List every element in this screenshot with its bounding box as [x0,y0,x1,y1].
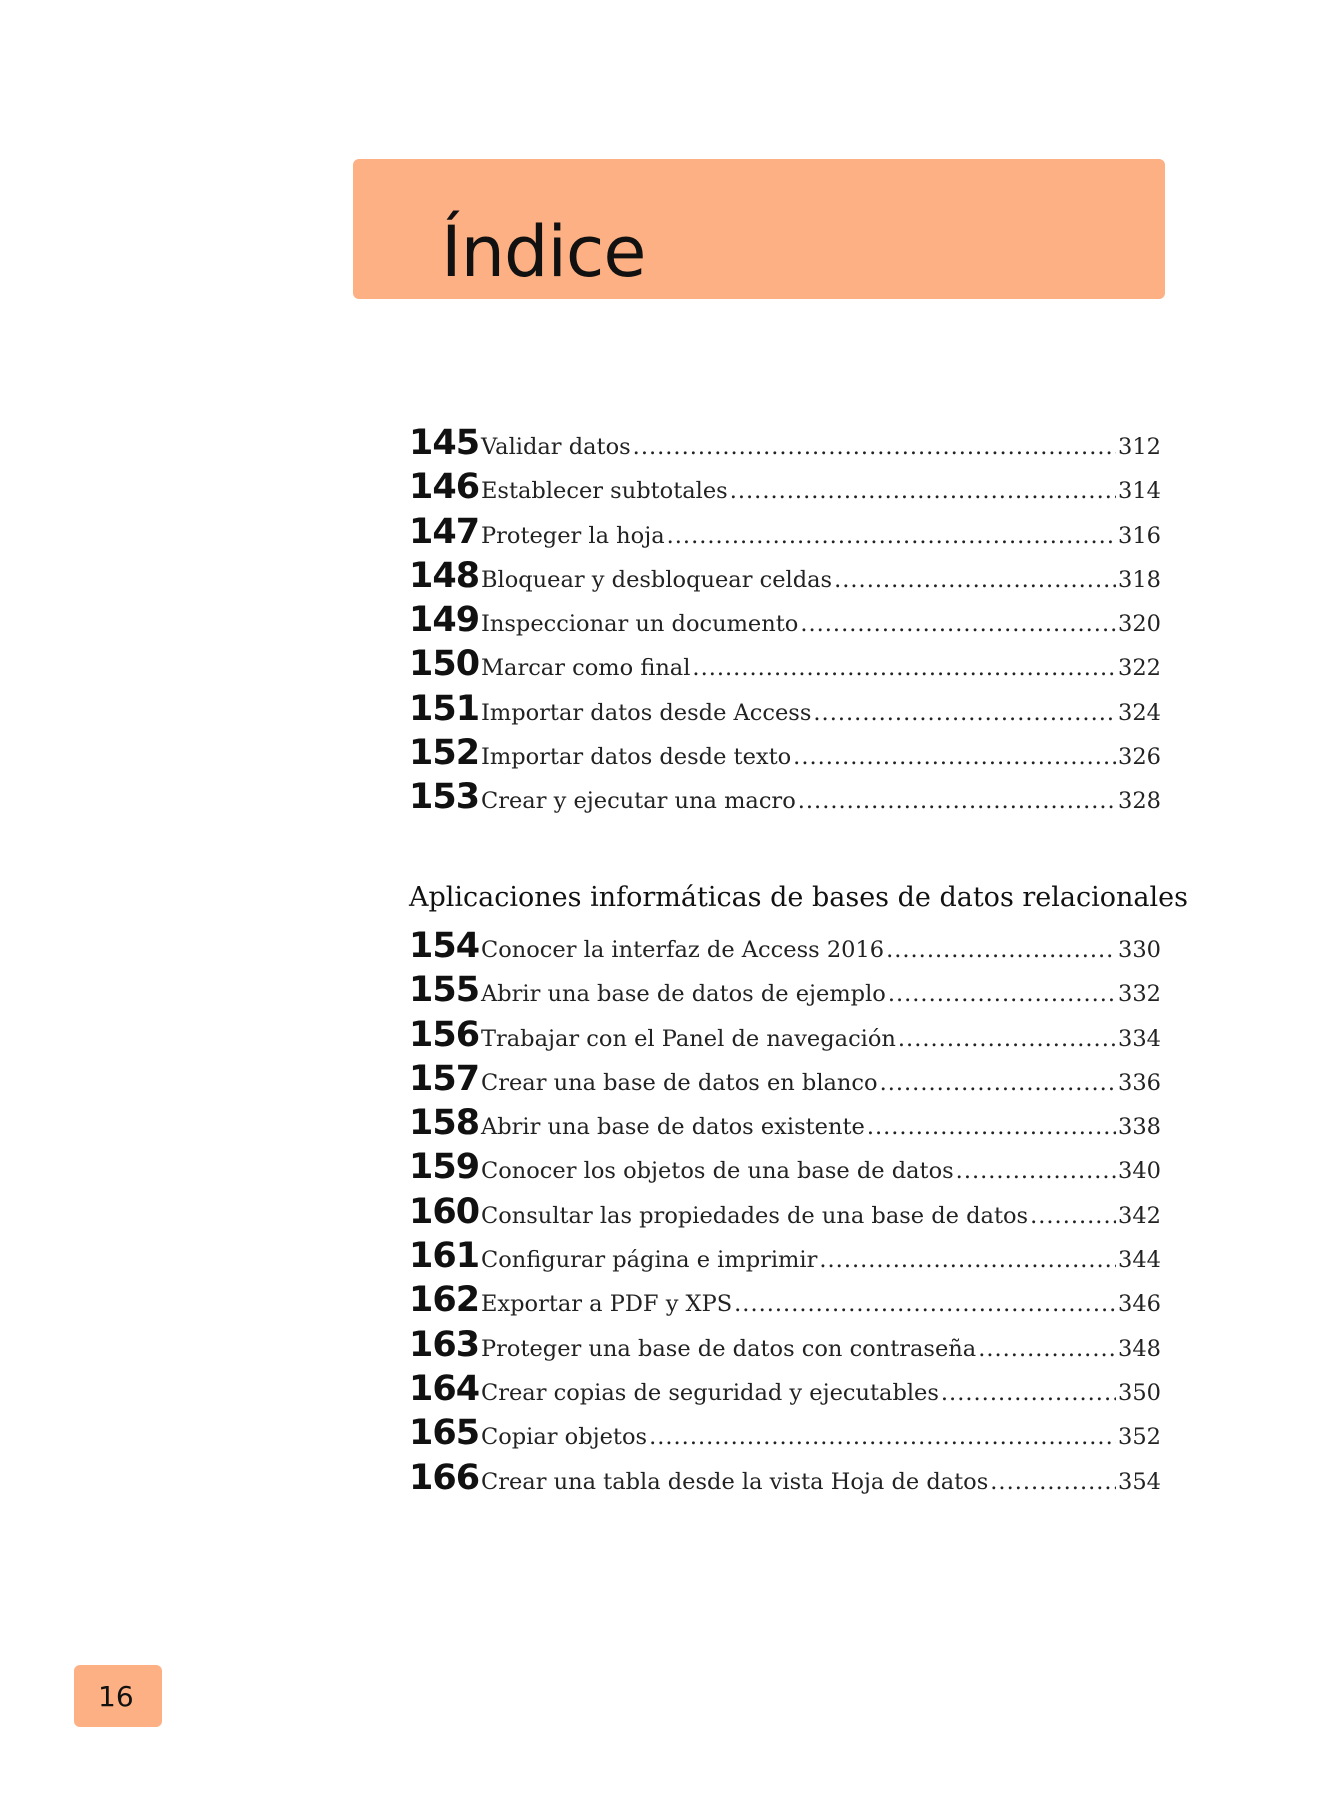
toc-entry[interactable] [409,512,1161,556]
toc-entry-page: 316 [1118,522,1161,549]
toc-entry-page: 350 [1118,1379,1161,1406]
toc-leader-dots [834,567,1116,593]
toc-entry-title: Consultar las propiedades de una base de datos [481,1202,1029,1229]
toc-leader-dots [793,744,1116,770]
toc-entry[interactable] [409,644,1161,688]
toc-entry-page: 330 [1118,937,1161,963]
toc-entry[interactable] [409,689,1161,733]
toc-leader-dots [1030,1203,1116,1229]
toc-leader-dots [819,1247,1116,1273]
toc-entry-number: 149 [409,600,480,641]
toc-entry-number: 150 [409,644,480,685]
toc-entry[interactable] [409,1103,1161,1147]
toc-leader-dots [649,1424,1116,1450]
section-heading: Aplicaciones informáticas de bases de datos relacionales [409,882,1188,913]
toc-entry-number: 148 [409,555,480,596]
toc-entry-page: 342 [1118,1202,1161,1229]
toc-entry[interactable] [409,1280,1161,1324]
toc-list-part2 [409,926,1161,1502]
toc-entry-number: 161 [409,1236,480,1277]
toc-entry-number: 162 [409,1280,480,1321]
toc-entry-title: Copiar objetos [481,1424,648,1451]
toc-entry[interactable] [409,926,1161,970]
toc-entry-page: 326 [1118,744,1161,771]
toc-entry-page: 314 [1118,478,1161,505]
toc-leader-dots [880,1070,1116,1096]
toc-entry-page: 348 [1118,1335,1161,1362]
toc-leader-dots [692,655,1116,681]
toc-entry-page: 336 [1118,1069,1161,1096]
toc-entry[interactable] [409,1147,1161,1191]
toc-entry[interactable] [409,1458,1161,1502]
toc-entry-number: 155 [409,970,480,1011]
toc-entry[interactable] [409,1236,1161,1280]
toc-entry[interactable] [409,423,1161,467]
toc-entry-title: Crear copias de seguridad y ejecutables [481,1379,939,1406]
toc-entry-page: 312 [1118,434,1161,460]
toc-entry-number: 165 [409,1413,480,1454]
toc-leader-dots [667,523,1116,549]
toc-entry-number: 159 [409,1147,480,1188]
toc-leader-dots [888,981,1116,1007]
toc-leader-dots [886,937,1116,963]
toc-entry-title: Abrir una base de datos de ejemplo [481,981,886,1008]
toc-leader-dots [730,478,1116,504]
toc-entry-page: 328 [1118,788,1161,815]
toc-entry[interactable] [409,1325,1161,1369]
toc-entry-number: 153 [409,777,480,818]
toc-entry-page: 346 [1118,1291,1161,1318]
toc-entry-page: 324 [1118,699,1161,726]
toc-entry[interactable] [409,777,1161,821]
toc-entry-title: Abrir una base de datos existente [481,1114,865,1141]
toc-entry-number: 164 [409,1368,480,1409]
toc-entry-page: 334 [1118,1025,1161,1052]
toc-entry[interactable] [409,1059,1161,1103]
toc-leader-dots [867,1114,1116,1140]
toc-leader-dots [898,1026,1116,1052]
toc-entry-page: 344 [1118,1247,1161,1274]
toc-entry-number: 151 [409,688,480,729]
page-number: 16 [98,1680,134,1713]
toc-entry-page: 320 [1118,611,1161,638]
toc-entry-page: 322 [1118,655,1161,682]
toc-entry[interactable] [409,1192,1161,1236]
toc-leader-dots [734,1291,1116,1317]
toc-entry[interactable] [409,1413,1161,1457]
toc-entry-page: 352 [1118,1424,1161,1451]
toc-entry-title: Bloquear y desbloquear celdas [481,566,833,593]
toc-entry-title: Exportar a PDF y XPS [481,1291,733,1318]
toc-leader-dots [941,1380,1116,1406]
toc-entry[interactable] [409,600,1161,644]
toc-entry-number: 154 [409,926,480,966]
toc-leader-dots [800,611,1116,637]
toc-entry[interactable] [409,556,1161,600]
toc-entry-number: 152 [409,733,480,774]
toc-entry-title: Configurar página e imprimir [481,1247,818,1274]
toc-list-part1 [409,423,1161,822]
toc-entry[interactable] [409,733,1161,777]
toc-leader-dots [978,1336,1116,1362]
toc-entry-title: Validar datos [481,434,631,460]
toc-leader-dots [633,434,1116,460]
toc-entry-title: Proteger la hoja [481,522,665,549]
toc-entry-title: Importar datos desde Access [481,699,812,726]
page-title: Índice [441,211,646,293]
toc-entry-page: 332 [1118,981,1161,1008]
toc-entry-title: Importar datos desde texto [481,744,792,771]
toc-entry-title: Conocer los objetos de una base de datos [481,1158,954,1185]
toc-entry-title: Marcar como final [481,655,691,682]
toc-entry-title: Proteger una base de datos con contraseña [481,1335,977,1362]
toc-entry[interactable] [409,467,1161,511]
toc-entry-number: 158 [409,1103,480,1144]
toc-entry-number: 147 [409,511,480,552]
toc-entry-number: 160 [409,1191,480,1232]
toc-entry-number: 145 [409,423,480,463]
toc-entry-title: Crear y ejecutar una macro [481,788,796,815]
toc-entry-number: 157 [409,1058,480,1099]
toc-entry[interactable] [409,1015,1161,1059]
title-banner [353,159,1165,299]
toc-entry-title: Establecer subtotales [481,478,728,505]
toc-entry-number: 166 [409,1457,480,1498]
toc-entry-title: Conocer la interfaz de Access 2016 [481,937,885,963]
toc-entry-page: 354 [1118,1468,1161,1495]
toc-entry-title: Crear una tabla desde la vista Hoja de datos [481,1468,989,1495]
toc-entry-title: Inspeccionar un documento [481,611,799,638]
toc-entry-page: 318 [1118,566,1161,593]
toc-leader-dots [798,788,1116,814]
toc-entry-number: 163 [409,1324,480,1365]
toc-entry-title: Crear una base de datos en blanco [481,1069,878,1096]
page-number-tab [74,1665,162,1727]
toc-leader-dots [956,1158,1116,1184]
toc-entry-page: 338 [1118,1114,1161,1141]
toc-entry[interactable] [409,1369,1161,1413]
toc-entry-page: 340 [1118,1158,1161,1185]
toc-entry-number: 146 [409,467,480,508]
toc-entry-number: 156 [409,1014,480,1055]
toc-leader-dots [813,700,1116,726]
toc-leader-dots [990,1469,1116,1495]
toc-entry-title: Trabajar con el Panel de navegación [481,1025,896,1052]
toc-entry[interactable] [409,970,1161,1014]
